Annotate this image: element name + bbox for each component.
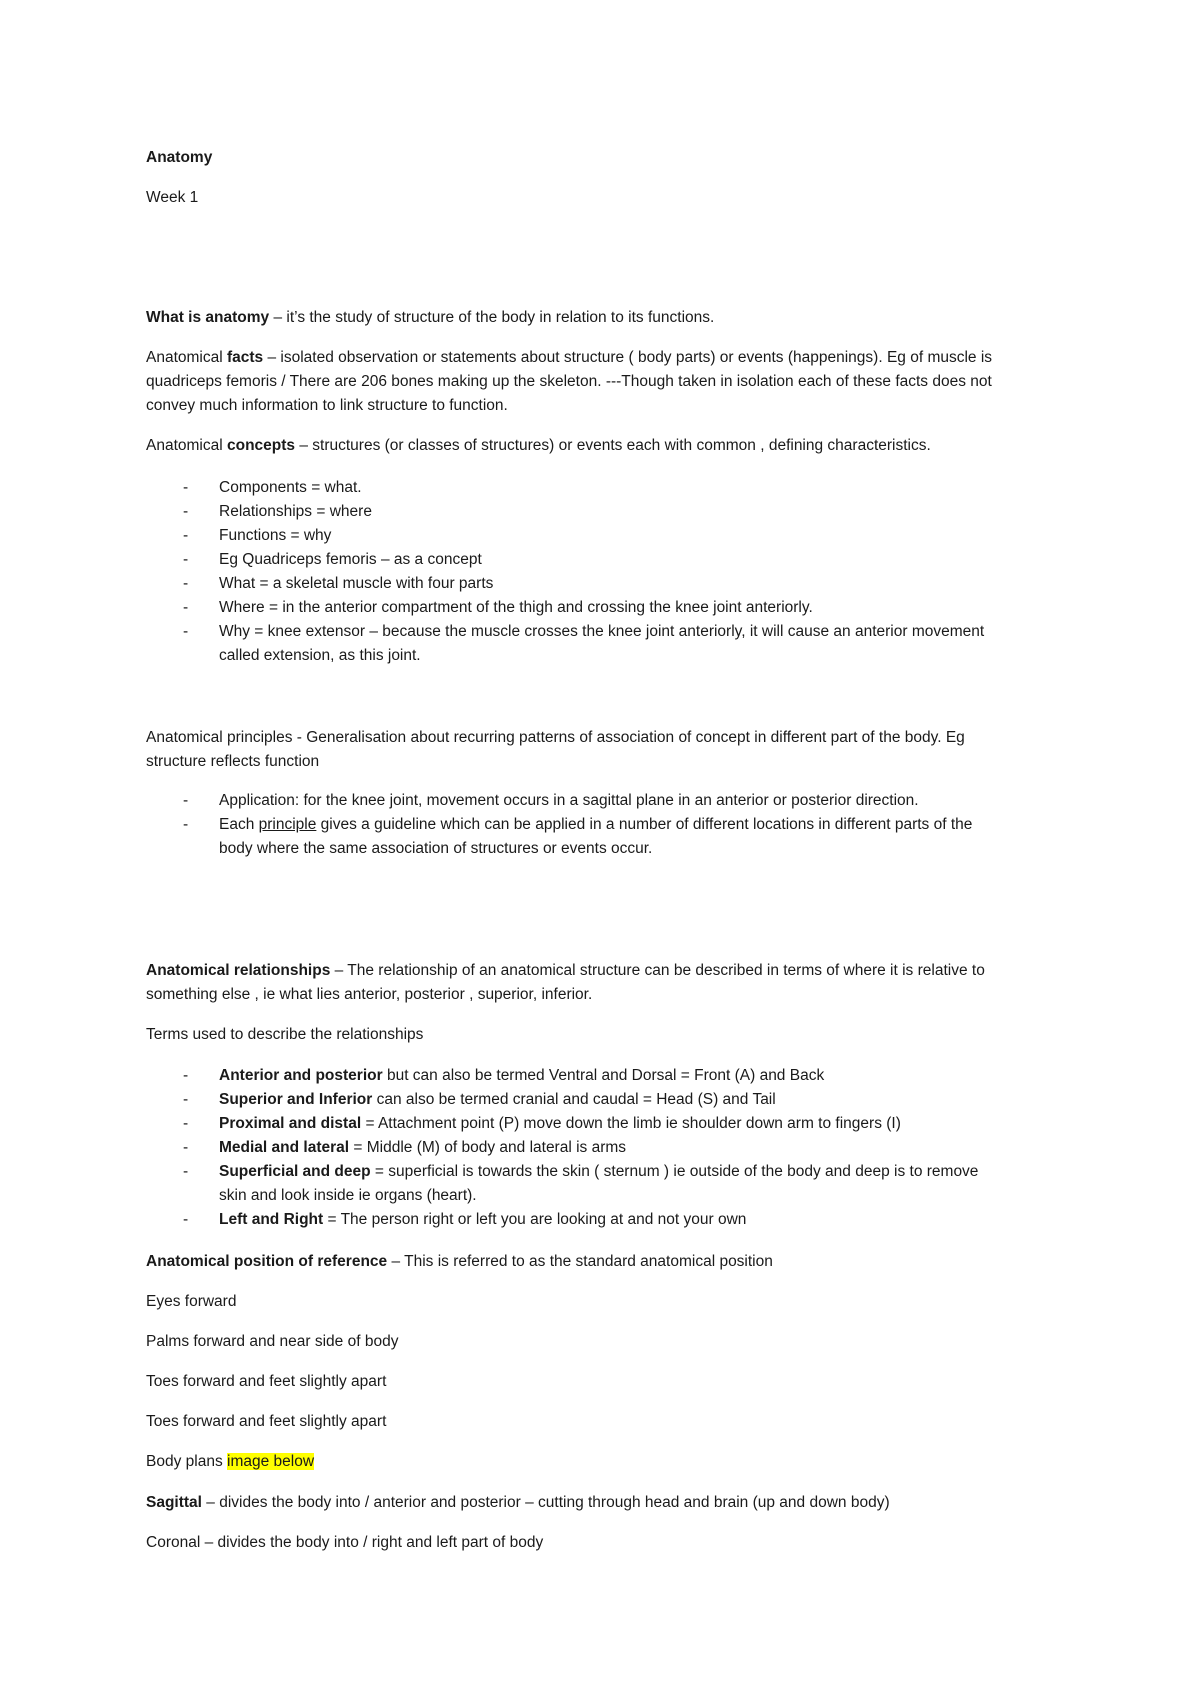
what-is-anatomy-paragraph: What is anatomy – it’s the study of structure of the body in relation to its functions.: [146, 309, 715, 326]
anatomical-relationships-paragraph: Anatomical relationships – The relationship of an anatomical structure can be described in terms of where it is relative to something else , ie what lies anterior, posterior , superior, inferior.: [146, 962, 985, 1003]
sagittal-line: Sagittal – divides the body into / anterior and posterior – cutting through head and brain (up and down body): [146, 1494, 890, 1511]
body-plans-line: Body plans image below: [146, 1453, 315, 1470]
list-item: - Anterior and posterior but can also be termed Ventral and Dorsal = Front (A) and Back: [183, 1067, 825, 1084]
palms-line: Palms forward and near side of body: [146, 1333, 399, 1350]
highlighted-text: image below: [227, 1453, 315, 1470]
list-item: - Left and Right = The person right or left you are looking at and not your own: [183, 1211, 747, 1228]
list-item: - Each principle gives a guideline which can be applied in a number of different locations in different parts of the body where the same association of structures or events occur.: [183, 816, 973, 857]
terms-heading: Terms used to describe the relationships: [146, 1026, 424, 1043]
eyes-line: Eyes forward: [146, 1293, 237, 1310]
toes-line-repeat: Toes forward and feet slightly apart: [146, 1413, 387, 1430]
week-label: Week 1: [146, 189, 199, 206]
terms-list: [146, 1064, 1076, 1232]
list-item: - What = a skeletal muscle with four parts: [183, 575, 494, 592]
anatomical-principles-paragraph: Anatomical principles - Generalisation about recurring patterns of association of concept in different part of the body. Eg structure reflects function: [146, 729, 965, 770]
list-item: - Application: for the knee joint, movement occurs in a sagittal plane in an anterior or posterior direction.: [183, 792, 919, 809]
principle-link[interactable]: principle: [258, 816, 317, 833]
principle-list: [146, 789, 1076, 861]
toes-line: Toes forward and feet slightly apart: [146, 1373, 387, 1390]
list-item: - Relationships = where: [183, 503, 372, 520]
list-item: - Superficial and deep = superficial is towards the skin ( sternum ) ie outside of the body and deep is to remove skin and look inside ie organs (heart).: [183, 1163, 979, 1204]
list-item: - Components = what.: [183, 479, 362, 496]
coronal-line: Coronal – divides the body into / right and left part of body: [146, 1534, 544, 1551]
list-item: - Eg Quadriceps femoris – as a concept: [183, 551, 482, 568]
anatomical-concepts-paragraph: Anatomical concepts – structures (or classes of structures) or events each with common , defining characteristics.: [146, 437, 931, 454]
list-item: - Where = in the anterior compartment of the thigh and crossing the knee joint anteriorly.: [183, 599, 813, 616]
list-item: - Functions = why: [183, 527, 332, 544]
list-item: - Proximal and distal = Attachment point (P) move down the limb ie shoulder down arm to fingers (I): [183, 1115, 901, 1132]
anatomical-position-paragraph: Anatomical position of reference – This is referred to as the standard anatomical position: [146, 1253, 773, 1270]
list-item: - Superior and Inferior can also be termed cranial and caudal = Head (S) and Tail: [183, 1091, 776, 1108]
list-item: - Medial and lateral = Middle (M) of body and lateral is arms: [183, 1139, 627, 1156]
concept-list: [146, 476, 1076, 668]
doc-title: Anatomy: [146, 149, 213, 166]
anatomical-facts-paragraph: Anatomical facts – isolated observation or statements about structure ( body parts) or events (happenings). Eg of muscle is quadriceps femoris / There are 206 bones making up the skeleton. ---Though taken in isolation each of these facts does not convey much information to link structure to function.: [146, 349, 993, 414]
list-item: - Why = knee extensor – because the muscle crosses the knee joint anteriorly, it will cause an anterior movement called extension, as this joint.: [183, 623, 985, 664]
